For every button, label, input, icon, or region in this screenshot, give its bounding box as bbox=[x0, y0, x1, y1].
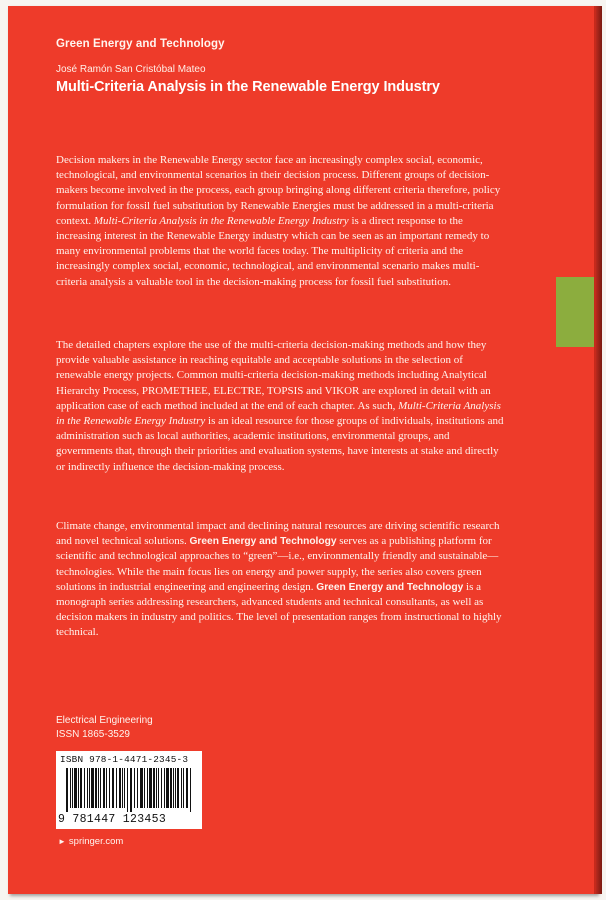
blurb-p1-italic-title: Multi-Criteria Analysis in the Renewable Energy Industry bbox=[93, 214, 349, 227]
author-name: José Ramón San Cristóbal Mateo bbox=[56, 64, 206, 75]
series-desc-bold-2: Green Energy and Technology bbox=[316, 581, 464, 593]
barcode-bar bbox=[112, 768, 114, 808]
barcode-bars bbox=[66, 768, 194, 812]
barcode-bar bbox=[134, 768, 135, 808]
barcode-bar bbox=[98, 768, 99, 808]
barcode-bar bbox=[89, 768, 90, 808]
barcode-bar bbox=[144, 768, 145, 808]
barcode-block bbox=[56, 751, 202, 829]
barcode-bar bbox=[109, 768, 110, 808]
barcode-bar bbox=[100, 768, 101, 808]
barcode-bar bbox=[190, 768, 191, 812]
barcode-bar bbox=[175, 768, 176, 808]
barcode-bar bbox=[119, 768, 121, 808]
barcode-bar bbox=[161, 768, 162, 808]
publisher-url: springer.com bbox=[68, 836, 124, 847]
barcode-bar bbox=[147, 768, 148, 808]
blurb-p2-italic-title: Multi-Criteria Analysis in the Renewable Energy Industry bbox=[56, 399, 501, 428]
series-desc-bold-1: Green Energy and Technology bbox=[189, 536, 337, 548]
arrow-right-icon: ► bbox=[58, 837, 66, 846]
barcode-bar bbox=[156, 768, 157, 808]
blurb-p2-text-a: The detailed chapters explore the use of the multi-criteria decision-making methods and how they provide valuable assistance in reaching equitable and acceptable solutions in the selection of renewable energy projects. Common multi-criteria decision-making methods including Analytical Hierarchy Process, PROMETHEE, ELECTRE, TOPSIS and VIKOR are explored in detail with an application case of each method included at the end of each chapter. As such, bbox=[56, 339, 491, 412]
barcode-bar bbox=[186, 768, 188, 808]
barcode-bar bbox=[124, 768, 125, 808]
blurb-p1-text-a: Decision makers in the Renewable Energy sector face an increasingly complex social, economic, technological, and environmental scenarios in their decision process. Different groups of decision-makers become involved in the process, each group bringing along different criteria therefore, policy formulation for fossil fuel substitution by Renewable Energies must be addressed in a multi-criteria context. bbox=[56, 154, 501, 227]
barcode-bar bbox=[127, 768, 128, 812]
barcode-bar bbox=[116, 768, 117, 808]
subject-block bbox=[56, 714, 153, 742]
barcode-bar bbox=[158, 768, 159, 808]
green-color-tab bbox=[556, 277, 594, 347]
barcode-bar bbox=[173, 768, 174, 808]
series-description bbox=[56, 519, 504, 641]
series-desc-text-c: is a monograph series addressing researchers, advanced students and technical consultants, as well as decision makers in industry and politics. The level of presentation ranges from instructional to highly technical. bbox=[56, 580, 502, 639]
barcode-bar bbox=[66, 768, 68, 812]
barcode-bar bbox=[74, 768, 77, 808]
barcode-bar bbox=[130, 768, 132, 812]
barcode-bar bbox=[106, 768, 107, 808]
issn-number: ISSN 1865-3529 bbox=[56, 729, 130, 740]
barcode-bar bbox=[170, 768, 172, 808]
barcode-bar bbox=[87, 768, 88, 808]
publisher-link[interactable] bbox=[58, 836, 123, 847]
barcode-bar bbox=[166, 768, 169, 808]
barcode-bar bbox=[183, 768, 184, 808]
blurb-paragraph-2 bbox=[56, 338, 504, 475]
cover-edge bbox=[596, 6, 602, 894]
book-title: Multi-Criteria Analysis in the Renewable Energy Industry bbox=[56, 79, 440, 95]
barcode-bar bbox=[181, 768, 182, 808]
barcode-bar bbox=[80, 768, 82, 808]
barcode-bar bbox=[78, 768, 79, 808]
blurb-p1-text-b: is a direct response to the increasing interest in the Renewable Energy industry which can be seen as an important remedy to many environmental problems that the world faces today. The multiplicity of criteria and the increasingly complex social, economic, technological, and environmental scenario makes multi-criteria analysis a valuable tool in the decision-making process for fossil fuel substitution. bbox=[56, 214, 490, 288]
barcode-bar bbox=[103, 768, 105, 808]
series-name: Green Energy and Technology bbox=[56, 38, 225, 50]
barcode-bar bbox=[70, 768, 71, 808]
series-desc-text-b: serves as a publishing platform for scientific and technological approaches to “green”—i.e., environmentally friendly and sustainable—technologies. While the main focus lies on energy and power supply, the series also covers green solutions in industrial engineering and engineering design. bbox=[56, 535, 499, 593]
barcode-bar bbox=[164, 768, 165, 808]
barcode-bar bbox=[122, 768, 123, 808]
barcode-bar bbox=[149, 768, 152, 808]
barcode-bar bbox=[84, 768, 85, 808]
subject-category: Electrical Engineering bbox=[56, 715, 153, 726]
ean-digits: 9 781447 123453 bbox=[58, 813, 167, 826]
barcode-bar bbox=[140, 768, 143, 808]
barcode-bar bbox=[91, 768, 94, 808]
barcode-bar bbox=[137, 768, 138, 808]
isbn-label: ISBN 978-1-4471-2345-3 bbox=[60, 754, 189, 765]
blurb-paragraph-1 bbox=[56, 153, 504, 290]
blurb-p2-text-b: is an ideal resource for those groups of individuals, institutions and administration such as local authorities, academic institutions, environmental groups, and governments that, through their priorities and evaluation systems, have interests at stake and directly or indirectly influence the decision-making process. bbox=[56, 415, 504, 473]
barcode-bar bbox=[177, 768, 179, 808]
barcode-bar bbox=[95, 768, 97, 808]
barcode-bar bbox=[72, 768, 73, 808]
barcode-bar bbox=[153, 768, 155, 808]
series-desc-text-a: Climate change, environmental impact and declining natural resources are driving scientific research and novel technical solutions. bbox=[56, 520, 500, 548]
